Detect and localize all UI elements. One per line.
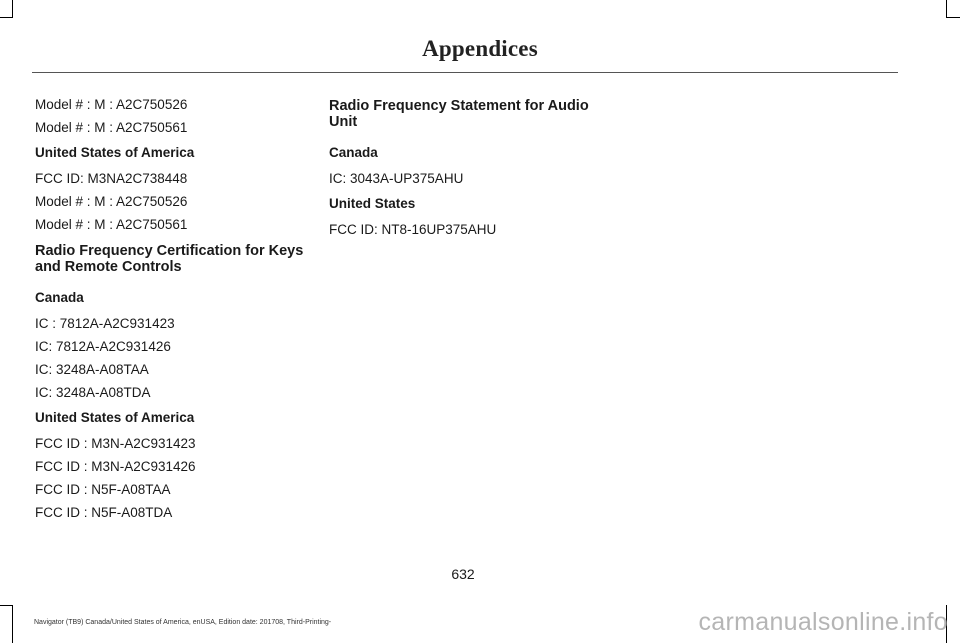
text-line: FCC ID : M3N-A2C931423 xyxy=(35,436,196,451)
right-column xyxy=(329,96,619,244)
subheading: United States of America xyxy=(35,410,195,425)
header-rule xyxy=(32,72,898,73)
text-line: Model # : M : A2C750561 xyxy=(35,120,188,135)
watermark: carmanualsonline.info xyxy=(698,608,948,636)
section-heading: Radio Frequency Certification for Keys and Remote Controls xyxy=(35,243,304,275)
subheading: United States xyxy=(329,196,416,211)
subheading: United States of America xyxy=(35,145,195,160)
text-line: IC: 3248A-A08TAA xyxy=(35,362,149,377)
left-column xyxy=(35,96,315,527)
text-line: FCC ID: M3NA2C738448 xyxy=(35,171,188,186)
text-line: IC : 7812A-A2C931423 xyxy=(35,316,175,331)
subheading: Canada xyxy=(329,145,378,160)
page-title: Appendices xyxy=(422,36,538,61)
subheading: Canada xyxy=(35,290,84,305)
crop-mark-bottom-left-h xyxy=(0,605,13,606)
crop-mark-bottom-left-v xyxy=(12,605,13,643)
text-line: IC: 7812A-A2C931426 xyxy=(35,339,171,354)
crop-mark-top-left-h xyxy=(0,17,13,18)
text-line: FCC ID : M3N-A2C931426 xyxy=(35,459,196,474)
footer-edition-text: Navigator (TB9) Canada/United States of America, enUSA, Edition date: 201708, Third-Printing- xyxy=(34,619,332,626)
text-line: IC: 3043A-UP375AHU xyxy=(329,171,464,186)
section-heading: Radio Frequency Statement for Audio Unit xyxy=(329,98,589,130)
text-line: Model # : M : A2C750526 xyxy=(35,194,188,209)
page-number: 632 xyxy=(451,566,475,582)
crop-mark-top-left-v xyxy=(12,0,13,18)
text-line: FCC ID : N5F-A08TAA xyxy=(35,482,171,497)
crop-mark-top-right-h xyxy=(946,17,960,18)
crop-mark-top-right-v xyxy=(946,0,947,18)
text-line: Model # : M : A2C750526 xyxy=(35,97,188,112)
text-line: Model # : M : A2C750561 xyxy=(35,217,188,232)
text-line: IC: 3248A-A08TDA xyxy=(35,385,151,400)
text-line: FCC ID: NT8-16UP375AHU xyxy=(329,222,497,237)
text-line: FCC ID : N5F-A08TDA xyxy=(35,505,173,520)
